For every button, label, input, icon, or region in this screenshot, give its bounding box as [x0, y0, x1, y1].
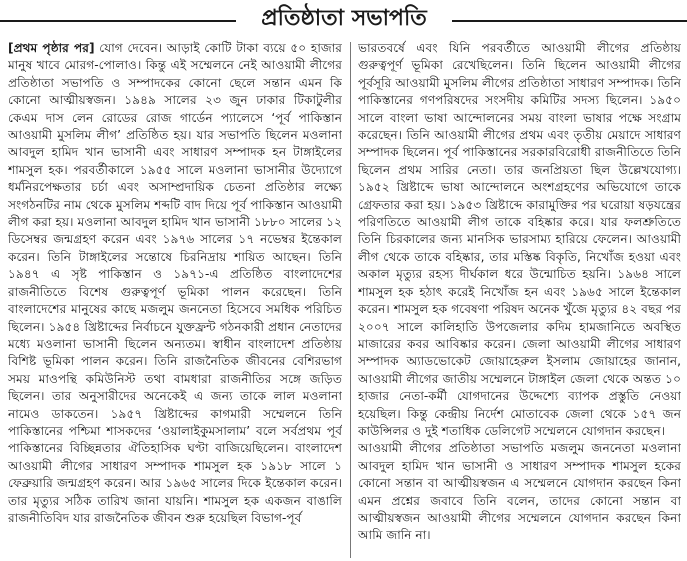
headline-row — [0, 2, 687, 36]
article-column-right — [358, 40, 681, 560]
headline-rule-left — [0, 20, 236, 22]
continuation-tag: [প্রথম পৃষ্ঠার পর] — [8, 41, 95, 55]
column-divider — [350, 42, 351, 558]
right-column-paragraph-2: আওয়ামী লীগের প্রতিষ্ঠাতা সভাপতি মজলুম জননেতা মওলানা আবদুল হামিদ খান ভাসানী ও সাধারণ সম্পাদক শামসুল হকের কোনো সন্তান বা আত্মীয়স্বজন এ সম্মেলনে যোগদান করছেন কিনা এমন প্রশ্নের জবাবে তিনি বলেন, তাদের কোনো সন্তান বা আত্মীয়স্বজন আওয়ামী লীগের সম্মেলনে যোগদান করছেন কিনা আমি জানি না। — [358, 441, 681, 543]
right-column-paragraph-1: ভারতবর্ষে এবং যিনি পরবর্তীতে আওয়ামী লীগের প্রতিষ্ঠায় গুরুত্বপূর্ণ ভূমিকা রেখেছিলেন। তিনি ছিলেন আওয়ামী লীগের পূর্বসূরি আওয়ামী মুসলিম লীগের প্রতিষ্ঠাতা সাধারণ সম্পাদক। তিনি পাকিস্তানের গণপরিষদের সংসদীয় কমিটির সদস্য ছিলেন। ১৯৫০ সালে বাংলা ভাষা আন্দোলনের সময় বাংলা ভাষার পক্ষে সংগ্রাম করেছেন। তিনি আওয়ামী লীগের প্রথম এবং তৃতীয় মেয়াদে সাধারণ সম্পাদক ছিলেন। পূর্ব পাকিস্তানের সরকারবিরোধী রাজনীতিতে তিনি ছিলেন প্রথম সারির নেতা। তার জনপ্রিয়তা ছিল উল্লেখযোগ্য। ১৯৫২ খ্রিষ্টাব্দে ভাষা আন্দোলনে অংশগ্রহণের অভিযোগে তাকে গ্রেফতার করা হয়। ১৯৫৩ খ্রিষ্টাব্দে কারামুক্তির পর ঘরোয়া ষড়যন্ত্রের পরিণতিতে আওয়ামী লীগ তাকে বহিষ্কার করে। যার ফলশ্রুতিতে তিনি চিরকালের জন্য মানসিক ভারসাম্য হারিয়ে ফেলেন। আওয়ামী লীগ থেকে তাকে বহিষ্কার, তার মস্তিষ্ক বিকৃতি, নিখোঁজ হওয়া এবং অকাল মৃত্যুর রহস্য দীর্ঘকাল ধরে উন্মোচিত হয়নি। ১৯৬৪ সালে শামসুল হক হঠাৎ করেই নিখোঁজ হন এবং ১৯৬৫ সালে ইন্তেকাল করেন। শামসুল হক গবেষণা পরিষদ অনেক খুঁজে মৃত্যুর ৪২ বছর পর ২০০৭ সালে কালিহাতি উপজেলার কদিম হামজানিতে অবস্থিত মাজারের কবর আবিষ্কার করেন। জেলা আওয়ামী লীগের সাধারণ সম্পাদক অ্যাডভোকেট জোয়াহেরুল ইসলাম জোয়াহের জানান, আওয়ামী লীগের জাতীয় সম্মেলনে টাঙ্গাইল জেলা থেকে অন্তত ১০ হাজার নেতা-কর্মী যোগদানের উদ্দেশ্যে ব্যাপক প্রস্তুতি নেওয়া হয়েছিল। কিন্তু কেন্দ্রীয় নির্দেশ মোতাবেক জেলা থেকে ১৫৭ জন কাউন্সিলর ও দুই শতাধিক ডেলিগেট সম্মেলনে যোগদান করছেন। — [358, 41, 681, 438]
article-headline: প্রতিষ্ঠাতা সভাপতি — [261, 6, 427, 31]
left-column-text: যোগ দেবেন। আড়াই কোটি টাকা ব্যয়ে ৫০ হাজার মানুষ খাবে মোরগ-পোলাও। কিন্তু এই সম্মেলনে নেই আওয়ামী লীগের প্রতিষ্ঠাতা সভাপতি ও সম্পাদকের কোনো ছেলে সন্তান এমন কি কোনো আত্মীয়স্বজন। ১৯৪৯ সালের ২৩ জুন ঢাকার টিকাটুলীর কেএম দাস লেন রোডের রোজ গার্ডেন প্যালেসে ‘পূর্ব পাকিস্তান আওয়ামী মুসলিম লীগ’ প্রতিষ্ঠিত হয়। যার সভাপতি ছিলেন মওলানা আবদুল হামিদ খান ভাসানী এবং সাধারণ সম্পাদক হন টাঙ্গাইলের শামসুল হক। পরবর্তীকালে ১৯৫৫ সালে মওলানা ভাসানীর উদ্যোগে ধর্মনিরপেক্ষতার চর্চা এবং অসাম্প্রদায়িক চেতনা প্রতিষ্ঠার লক্ষ্যে সংগঠনটির নাম থেকে মুসলিম শব্দটি বাদ দিয়ে পূর্ব পাকিস্তান আওয়ামী লীগ করা হয়। মওলানা আবদুল হামিদ খান ভাসানী ১৮৮০ সালের ১২ ডিসেম্বর জন্মগ্রহণ করেন এবং ১৯৭৬ সালের ১৭ নভেম্বর ইন্তেকাল করেন। তিনি টাঙ্গাইলের সন্তোষে চিরনিদ্রায় শায়িত আছেন। তিনি ১৯৪৭ এ সৃষ্ট পাকিস্তান ও ১৯৭১-এ প্রতিষ্ঠিত বাংলাদেশের রাজনীতিতে বিশেষ গুরুত্বপূর্ণ ভূমিকা পালন করেছেন। তিনি বাংলাদেশের মানুষের কাছে মজলুম জননেতা হিসেবে সমধিক পরিচিত ছিলেন। ১৯৫৪ খ্রিষ্টাব্দের নির্বাচনে যুক্তফ্রন্ট গঠনকারী প্রধান নেতাদের মধ্যে মওলানা ভাসানী ছিলেন অন্যতম। স্বাধীন বাংলাদেশ প্রতিষ্ঠায় বিশিষ্ট ভূমিকা পালন করেন। তিনি রাজনৈতিক জীবনের বেশিরভাগ সময় মাওপন্থি কমিউনিস্ট তথা বামধারা রাজনীতির সঙ্গে জড়িত ছিলেন। তার অনুসারীদের অনেকেই এ জন্য তাকে লাল মওলানা নামেও ডাকতেন। ১৯৫৭ খ্রিষ্টাব্দের কাগমারী সম্মেলনে তিনি পাকিস্তানের পশ্চিমা শাসকদের ‘ওয়ালাইকুমসালাম’ বলে সর্বপ্রথম পূর্ব পাকিস্তানের বিচ্ছিন্নতার ঐতিহাসিক ঘণ্টা বাজিয়েছিলেন। বাংলাদেশ আওয়ামী লীগের সাধারণ সম্পাদক শামসুল হক ১৯১৮ সালে ১ ফেব্রুয়ারি জন্মগ্রহণ করেন। আর ১৯৬৫ সালের দিকে ইন্তেকাল করেন। তার মৃত্যুর সঠিক তারিখ জানা যায়নি। শামসুল হক একজন বাঙালি রাজনীতিবিদ যার রাজনৈতিক জীবন শুরু হয়েছিল বিভাগ-পূর্ব — [8, 41, 342, 525]
headline-rule-right — [452, 20, 687, 22]
article-column-left — [8, 40, 342, 560]
left-column-paragraph — [8, 40, 342, 527]
